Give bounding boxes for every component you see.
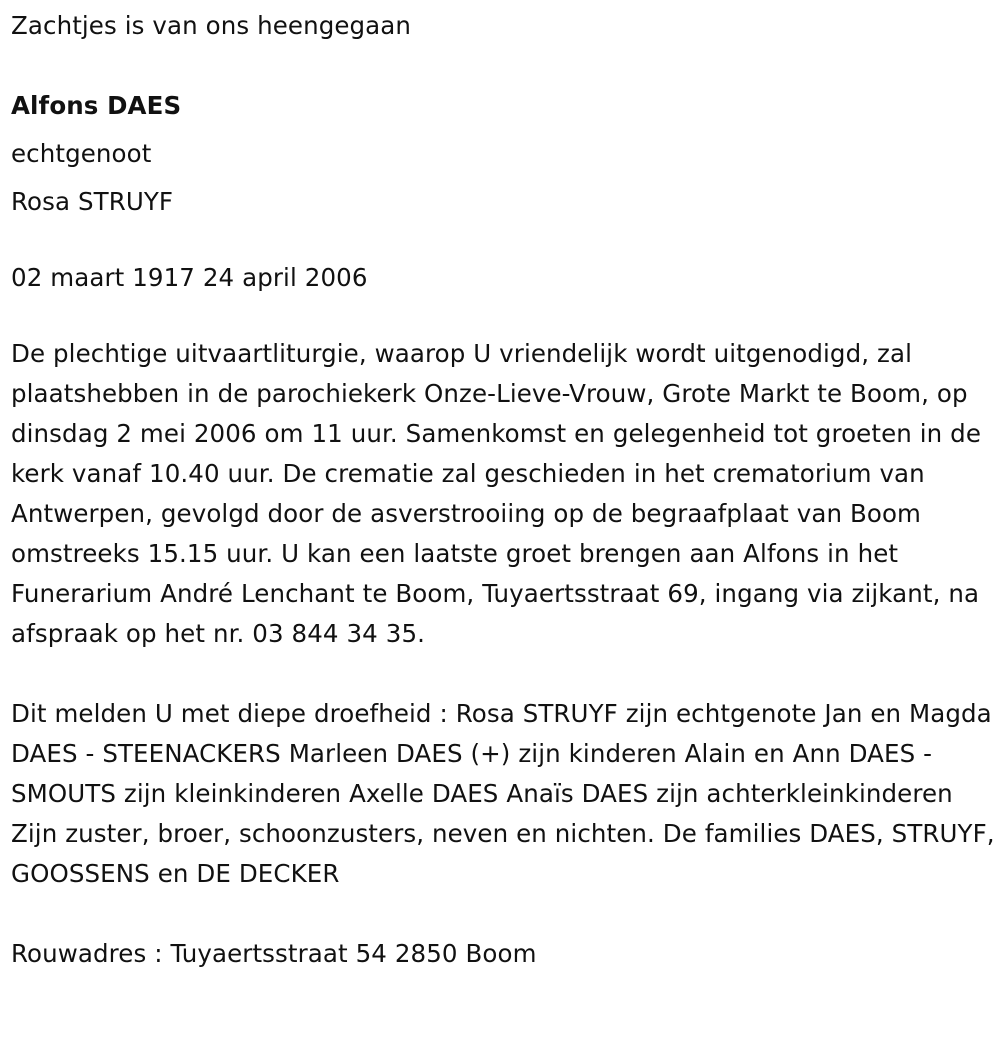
ceremony-paragraph: De plechtige uitvaartliturgie, waarop U vriendelijk wordt uitgenodigd, zal plaatshebben in de parochiekerk Onze-Lieve-Vrouw, Grote Markt te Boom, op dinsdag 2 mei 2006 om 11 uur. Samenkomst en gelegenheid tot groeten in de kerk vanaf 10.40 uur. De crematie zal geschieden in het crematorium van Antwerpen, gevolgd door de asverstrooiing op de begraafplaat van Boom omstreeks 15.15 uur. U kan een laatste groet brengen aan Alfons in het Funerarium André Lenchant te Boom, Tuyaertsstraat 69, ingang via zijkant, na afspraak op het nr. 03 844 34 35. [11, 339, 982, 648]
life-dates: 02 maart 1917 24 april 2006 [11, 263, 368, 292]
deceased-name: Alfons DAES [11, 91, 182, 120]
mourning-address: Rouwadres : Tuyaertsstraat 54 2850 Boom [11, 939, 537, 968]
obituary-notice [11, 0, 996, 974]
relation-text: echtgenoot [11, 139, 152, 168]
spacer [11, 50, 996, 80]
spouse-name: Rosa STRUYF [11, 187, 174, 216]
family-paragraph: Dit melden U met diepe droefheid : Rosa STRUYF zijn echtgenote Jan en Magda DAES - STEENACKERS Marleen DAES (+) zijn kinderen Alain en Ann DAES - SMOUTS zijn kleinkinderen Axelle DAES Anaïs DAES zijn achterkleinkinderen Zijn zuster, broer, schoonzusters, neven en nichten. De families DAES, STRUYF, GOOSSENS en DE DECKER [11, 699, 995, 888]
intro-text: Zachtjes is van ons heengegaan [11, 11, 412, 40]
